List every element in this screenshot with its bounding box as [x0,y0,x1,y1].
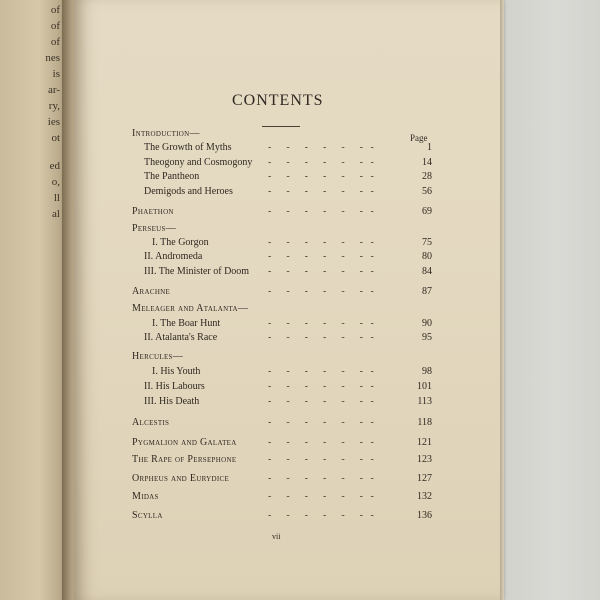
contents-entry [0,303,600,317]
entry-page-number: 87 [422,286,432,297]
entry-title: II. Andromeda [144,251,203,262]
contents-entry [0,186,600,200]
contents-entry [0,332,600,346]
left-page-fragment: ar- [48,84,60,96]
left-page-fragment: ed [49,160,60,172]
leader-dashes: - - - - - - - [268,381,374,392]
entry-title: The Pantheon [144,171,200,182]
entry-title: The Rape of Persephone [132,454,237,465]
leader-dashes: - - - - - - - [268,318,374,329]
contents-entry [0,437,600,451]
left-page-fragment: ot [51,132,60,144]
left-page-fragment: of [50,4,60,16]
left-page-fragment: nes [45,52,60,64]
entry-page-number: 95 [422,332,432,343]
entry-page-number: 90 [422,318,432,329]
entry-title: II. His Labours [144,381,205,392]
contents-entry [0,454,600,468]
entry-title: Alcestis [132,417,170,428]
entry-page-number: 14 [422,157,432,168]
contents-entry [0,157,600,171]
entry-title: Arachne [132,286,171,297]
leader-dashes: - - - - - - - [268,454,374,465]
entry-title: Theogony and Cosmogony [144,157,253,168]
entry-title: Scylla [132,510,163,521]
entry-title: Hercules— [132,351,184,362]
contents-entry [0,286,600,300]
leader-dashes: - - - - - - - [268,171,374,182]
page-column-header: Page [410,133,428,143]
entry-page-number: 56 [422,186,432,197]
contents-title: CONTENTS [232,92,324,109]
entry-page-number: 136 [417,510,432,521]
left-page-fragment: al [52,208,60,220]
entry-page-number: 113 [417,396,432,407]
entry-page-number: 123 [417,454,432,465]
entry-title: Demigods and Heroes [144,186,233,197]
contents-entry [0,417,600,431]
entry-title: Midas [132,491,159,502]
contents-entry [0,237,600,251]
left-page-fragment: of [50,36,60,48]
contents-entry [0,223,600,237]
entry-title: The Growth of Myths [144,142,232,153]
leader-dashes: - - - - - - - [268,473,374,484]
contents-entry [0,381,600,395]
contents-entry [0,266,600,280]
entry-title: III. His Death [144,396,200,407]
entry-page-number: 1 [427,142,432,153]
leader-dashes: - - - - - - - [268,237,374,248]
entry-title: I. The Boar Hunt [152,318,221,329]
leader-dashes: - - - - - - - [268,157,374,168]
contents-entry [0,351,600,365]
entry-page-number: 69 [422,206,432,217]
left-page-fragment: ies [47,116,60,128]
left-page-fragment: ry, [48,100,60,112]
entry-page-number: 98 [422,366,432,377]
left-page-fragment: ll [53,192,60,204]
entry-title: Perseus— [132,223,177,234]
leader-dashes: - - - - - - - [268,286,374,297]
entry-title: Meleager and Atalanta— [132,303,249,314]
leader-dashes: - - - - - - - [268,510,374,521]
entry-page-number: 28 [422,171,432,182]
contents-entry [0,510,600,524]
entry-page-number: 75 [422,237,432,248]
contents-entry [0,251,600,265]
entry-page-number: 132 [417,491,432,502]
entry-page-number: 127 [417,473,432,484]
leader-dashes: - - - - - - - [268,437,374,448]
leader-dashes: - - - - - - - [268,251,374,262]
entry-page-number: 121 [417,437,432,448]
entry-title: Pygmalion and Galatea [132,437,237,448]
left-page-fragment: is [52,68,60,80]
leader-dashes: - - - - - - - [268,332,374,343]
leader-dashes: - - - - - - - [268,417,374,428]
leader-dashes: - - - - - - - [268,206,374,217]
leader-dashes: - - - - - - - [268,142,374,153]
entry-title: II. Atalanta's Race [144,332,218,343]
contents-entry [0,128,600,142]
entry-title: Introduction— [132,128,200,139]
entry-title: III. The Minister of Doom [144,266,250,277]
contents-entry [0,473,600,487]
entry-page-number: 80 [422,251,432,262]
leader-dashes: - - - - - - - [268,491,374,502]
title-rule [262,126,300,127]
entry-title: Phaethon [132,206,174,217]
entry-page-number: 84 [422,266,432,277]
contents-entry [0,206,600,220]
left-page-fragment: o, [51,176,60,188]
contents-entry [0,318,600,332]
page-folio: vii [272,532,281,541]
entry-title: I. His Youth [152,366,201,377]
left-page-fragment: of [50,20,60,32]
contents-entry [0,396,600,410]
leader-dashes: - - - - - - - [268,366,374,377]
contents-entry [0,366,600,380]
contents-entry [0,142,600,156]
contents-entry [0,171,600,185]
entry-title: I. The Gorgon [152,237,209,248]
entry-page-number: 118 [417,417,432,428]
contents-entry [0,491,600,505]
leader-dashes: - - - - - - - [268,186,374,197]
entry-page-number: 101 [417,381,432,392]
leader-dashes: - - - - - - - [268,396,374,407]
leader-dashes: - - - - - - - [268,266,374,277]
entry-title: Orpheus and Eurydice [132,473,230,484]
